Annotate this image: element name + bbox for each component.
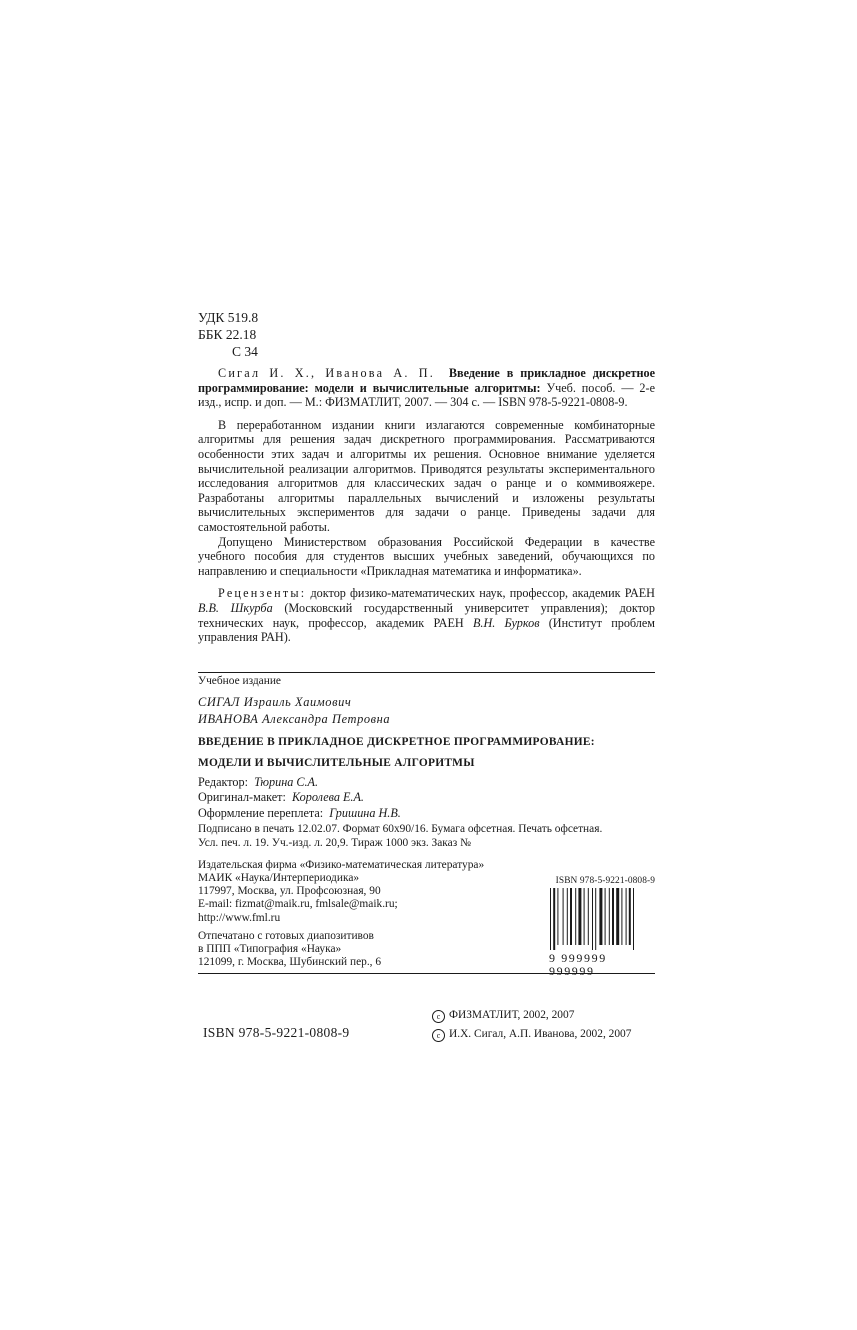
barcode-bar — [563, 888, 564, 945]
publisher-line: E-mail: fizmat@maik.ru, fmlsale@maik.ru; — [198, 898, 398, 911]
printer-line: в ППП «Типография «Наука» — [198, 943, 342, 956]
barcode-bar — [621, 888, 622, 945]
credits-block — [198, 775, 655, 822]
barcode-bar — [567, 888, 568, 945]
publisher-line: 117997, Москва, ул. Профсоюзная, 90 — [198, 885, 381, 898]
printer-line: Отпечатано с готовых диапозитивов — [198, 929, 374, 942]
author-mark: С 34 — [232, 344, 258, 359]
copyright-text: ФИЗМАТЛИТ, 2002, 2007 — [449, 1009, 575, 1021]
author-name: СИГАЛ Израиль Хаимович — [198, 694, 352, 709]
copyright-line — [432, 1028, 631, 1042]
abstract-paragraph: В переработанном издании книги излагаются современные комбинаторные алгоритмы для решения задач дискретного программирования. Рассматриваются особенности этих задач и алгоритмы их решения. Основное внимание уделяется вычислительной реализации алгоритмов. Приводятся результаты экспериментального исследования алгоритмов для классических задач о ранце и о коммивояжере. Разработаны алгоритмы параллельных вычислений и изложены результаты вычислительных экспериментов для задачи о ранце. Приведены задачи для самостоятельной работы. — [198, 417, 655, 534]
reviewer-name: В.В. Шкурба — [198, 600, 273, 615]
credit-name: Гришина Н.В. — [329, 805, 401, 820]
barcode-bar — [599, 888, 602, 945]
publisher-line: Издательская фирма «Физико-математическая литература» — [198, 858, 485, 871]
citation-details: Учеб. пособ. — 2-е изд., испр. и доп. — М.: ФИЗМАТЛИТ, 2007. — 304 с. — ISBN 978-5-9221-0808-9. — [198, 380, 655, 410]
barcode-bar — [570, 888, 572, 945]
edition-type: Учебное издание — [198, 674, 281, 687]
printer-line: 121099, г. Москва, Шубинский пер., 6 — [198, 956, 382, 969]
isbn-footer: ISBN 978-5-9221-0808-9 — [203, 1025, 350, 1040]
classification-block — [198, 309, 655, 360]
citation-title: Введение в прикладное дискретное программирование: модели и вычислительные алгоритмы: — [198, 366, 656, 395]
reviewers-text: (Московский государственный университет управления); доктор технических наук, профессор, академик РАЕН — [198, 600, 655, 630]
copyright-icon: c — [432, 1010, 445, 1023]
citation-authors: Сигал И. Х., Иванова А. П. — [218, 366, 435, 380]
book-title — [198, 732, 655, 774]
barcode-bar — [592, 888, 593, 950]
udk-code: УДК 519.8 — [198, 310, 259, 325]
authors-block — [198, 694, 655, 728]
credit-name: Королева Е.А. — [292, 790, 364, 805]
barcode-bar — [626, 888, 627, 945]
reviewers-paragraph — [198, 586, 655, 644]
cover-credit — [198, 806, 655, 822]
publisher-line: http://www.fml.ru — [198, 911, 281, 924]
barcode-bar — [553, 888, 555, 950]
book-title-line: ВВЕДЕНИЕ В ПРИКЛАДНОЕ ДИСКРЕТНОЕ ПРОГРАММИРОВАНИЕ: — [198, 735, 595, 748]
print-details — [198, 823, 655, 849]
barcode-bar — [612, 888, 614, 945]
reviewers-text: (Институт проблем управления РАН). — [198, 615, 656, 645]
barcode-bars — [549, 888, 653, 950]
credit-label: Редактор: — [198, 774, 248, 789]
barcode-isbn: ISBN 978-5-9221-0808-9 — [555, 875, 655, 886]
credit-name: Тюрина С.А. — [254, 774, 319, 789]
barcode-bar — [588, 888, 589, 945]
barcode-digits: 9 999999 999999 — [549, 951, 607, 979]
barcode-bar — [557, 888, 558, 945]
barcode-bar — [609, 888, 610, 945]
copyright-text: И.Х. Сигал, А.П. Иванова, 2002, 2007 — [449, 1028, 632, 1040]
imprint-page — [198, 309, 656, 979]
credit-label: Оформление переплета: — [198, 805, 324, 820]
book-title-line: МОДЕЛИ И ВЫЧИСЛИТЕЛЬНЫЕ АЛГОРИТМЫ — [198, 756, 475, 769]
editor-credit — [198, 775, 655, 791]
barcode-bar — [550, 888, 551, 950]
barcode-bar — [584, 888, 585, 945]
barcode — [549, 875, 655, 979]
divider — [198, 672, 655, 673]
barcode-bar — [575, 888, 576, 945]
barcode-bar — [629, 888, 631, 945]
layout-credit — [198, 790, 655, 806]
credit-label: Оригинал-макет: — [198, 790, 286, 805]
author-name: ИВАНОВА Александра Петровна — [198, 711, 391, 726]
barcode-bar — [578, 888, 581, 945]
bibliographic-citation — [198, 366, 655, 410]
reviewers-text: доктор физико-математических наук, профессор, академик РАЕН — [306, 586, 655, 601]
barcode-bar — [605, 888, 606, 945]
reviewers-label: Рецензенты: — [218, 586, 307, 601]
print-detail-line: Усл. печ. л. 19. Уч.-изд. л. 20,9. Тираж 1000 экз. Заказ № — [198, 836, 471, 849]
publisher-block — [198, 858, 655, 979]
copyright-line — [432, 1009, 574, 1023]
barcode-bar — [595, 888, 596, 950]
print-detail-line: Подписано в печать 12.02.07. Формат 60х90/16. Бумага офсетная. Печать офсетная. — [198, 823, 603, 836]
barcode-bar — [633, 888, 634, 950]
reviewer-name: В.Н. Бурков — [472, 615, 540, 630]
publisher-line: МАИК «Наука/Интерпериодика» — [198, 872, 360, 884]
approval-paragraph: Допущено Министерством образования Российской Федерации в качестве учебного пособия для студентов высших учебных заведений, обучающихся по направлению и специальности «Прикладная математика и информатика». — [198, 534, 655, 578]
bbk-code: ББК 22.18 — [198, 327, 257, 342]
barcode-bar — [616, 888, 619, 945]
copyright-icon: c — [432, 1029, 445, 1042]
